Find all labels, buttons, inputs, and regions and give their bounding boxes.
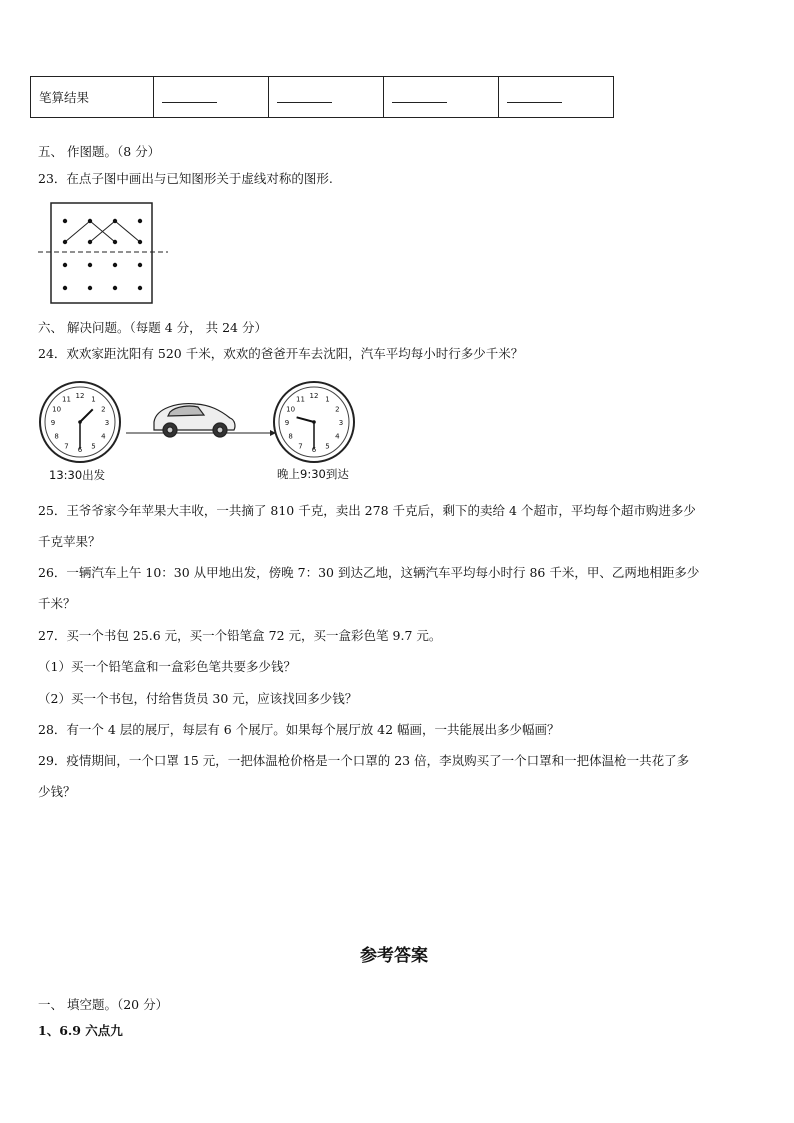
grid-dot (138, 219, 142, 223)
clock-number: 5 (325, 442, 330, 451)
grid-dot (113, 263, 117, 267)
grid-dot (113, 240, 117, 244)
answer-1: 1、6.9 六点九 (38, 1023, 123, 1038)
clock-number: 8 (288, 432, 293, 441)
clock-number: 4 (335, 432, 340, 441)
question-25-line2: 千克苹果？ (38, 534, 101, 549)
grid-dot (88, 219, 92, 223)
grid-dots (63, 219, 142, 290)
clock-number: 11 (62, 395, 71, 404)
given-shape (65, 221, 140, 242)
clock-number: 5 (91, 442, 96, 451)
grid-dot (138, 263, 142, 267)
answers-section1-heading: 一、 填空题。（20 分） (38, 997, 169, 1012)
grid-dot (88, 286, 92, 290)
section5-heading: 五、 作图题。（8 分） (38, 144, 161, 159)
clock-center (78, 420, 82, 424)
question-27-part1: （1）买一个铅笔盒和一盒彩色笔共要多少钱？ (38, 659, 296, 674)
question-25-line1: 25．王爷爷家今年苹果大丰收，一共摘了 810 千克，卖出 278 千克后，剩下的卖给 4 个超市，平均每个超市购进多少 (38, 503, 696, 518)
section6-heading: 六、 解决问题。（每题 4 分， 共 24 分） (38, 320, 267, 335)
answer-blank-1[interactable] (154, 77, 269, 118)
answer-blank-3[interactable] (384, 77, 499, 118)
clock-number: 6 (311, 446, 317, 454)
clock-center (312, 420, 316, 424)
question-29-line1: 29．疫情期间，一个口罩 15 元，一把体温枪价格是一个口罩的 23 倍，李岚购买了一个口罩和一把体温枪一共花了多 (38, 753, 690, 768)
question-29-line2: 少钱？ (38, 784, 76, 799)
answer-blank-2[interactable] (269, 77, 384, 118)
clock-number: 6 (77, 446, 83, 454)
clock-number: 11 (296, 395, 305, 404)
clock-number: 2 (101, 405, 106, 414)
question-23: 23．在点子图中画出与已知图形关于虚线对称的图形. (38, 171, 333, 186)
question-28: 28．有一个 4 层的展厅，每层有 6 个展厅。如果每个展厅放 42 幅画，一共能展出多少幅画？ (38, 722, 560, 737)
grid-dot (88, 240, 92, 244)
grid-dot (113, 286, 117, 290)
grid-dot (113, 219, 117, 223)
car-icon (154, 404, 235, 437)
grid-dot (138, 240, 142, 244)
end-clock (274, 382, 354, 462)
clock-number: 7 (298, 442, 303, 451)
grid-dot (63, 263, 67, 267)
table-row (31, 77, 614, 118)
question-24: 24．欢欢家距沈阳有 520 千米，欢欢的爸爸开车去沈阳，汽车平均每小时行多少千米？ (38, 346, 524, 361)
question-27: 27．买一个书包 25.6 元，买一个铅笔盒 72 元，买一盒彩色笔 9.7 元。 (38, 628, 442, 643)
start-clock-caption: 13:30出发 (49, 468, 106, 482)
clock-number: 9 (50, 419, 56, 427)
clock-number: 12 (75, 392, 85, 400)
grid-dot (63, 286, 67, 290)
clock-number: 3 (338, 419, 344, 427)
grid-dot (63, 219, 67, 223)
clock-number: 10 (286, 405, 296, 414)
clock-number: 10 (52, 405, 62, 414)
clock-number: 4 (101, 432, 106, 441)
clock-number: 1 (91, 395, 96, 404)
answer-blank-4[interactable] (499, 77, 614, 118)
clock-number: 12 (309, 392, 319, 400)
end-clock-caption: 晚上9:30到达 (277, 467, 349, 481)
clock-number: 2 (335, 405, 340, 414)
question-26-line1: 26．一辆汽车上午 10：30 从甲地出发，傍晚 7：30 到达乙地，这辆汽车平均每小时行 86 千米，甲、乙两地相距多少 (38, 565, 700, 580)
grid-dot (63, 240, 67, 244)
clock-number: 8 (54, 432, 59, 441)
grid-dot (88, 263, 92, 267)
clock-number: 9 (284, 419, 290, 427)
answers-title: 参考答案 (360, 946, 428, 966)
question-27-part2: （2）买一个书包，付给售货员 30 元，应该找回多少钱？ (38, 691, 358, 706)
clock-number: 3 (104, 419, 110, 427)
dot-grid-figure (36, 201, 170, 305)
clock-number: 1 (325, 395, 330, 404)
start-clock (40, 382, 120, 462)
question-26-line2: 千米？ (38, 596, 76, 611)
table-label: 笔算结果 (31, 77, 154, 118)
grid-dot (138, 286, 142, 290)
calc-result-table (30, 76, 614, 118)
clock-number: 7 (64, 442, 69, 451)
